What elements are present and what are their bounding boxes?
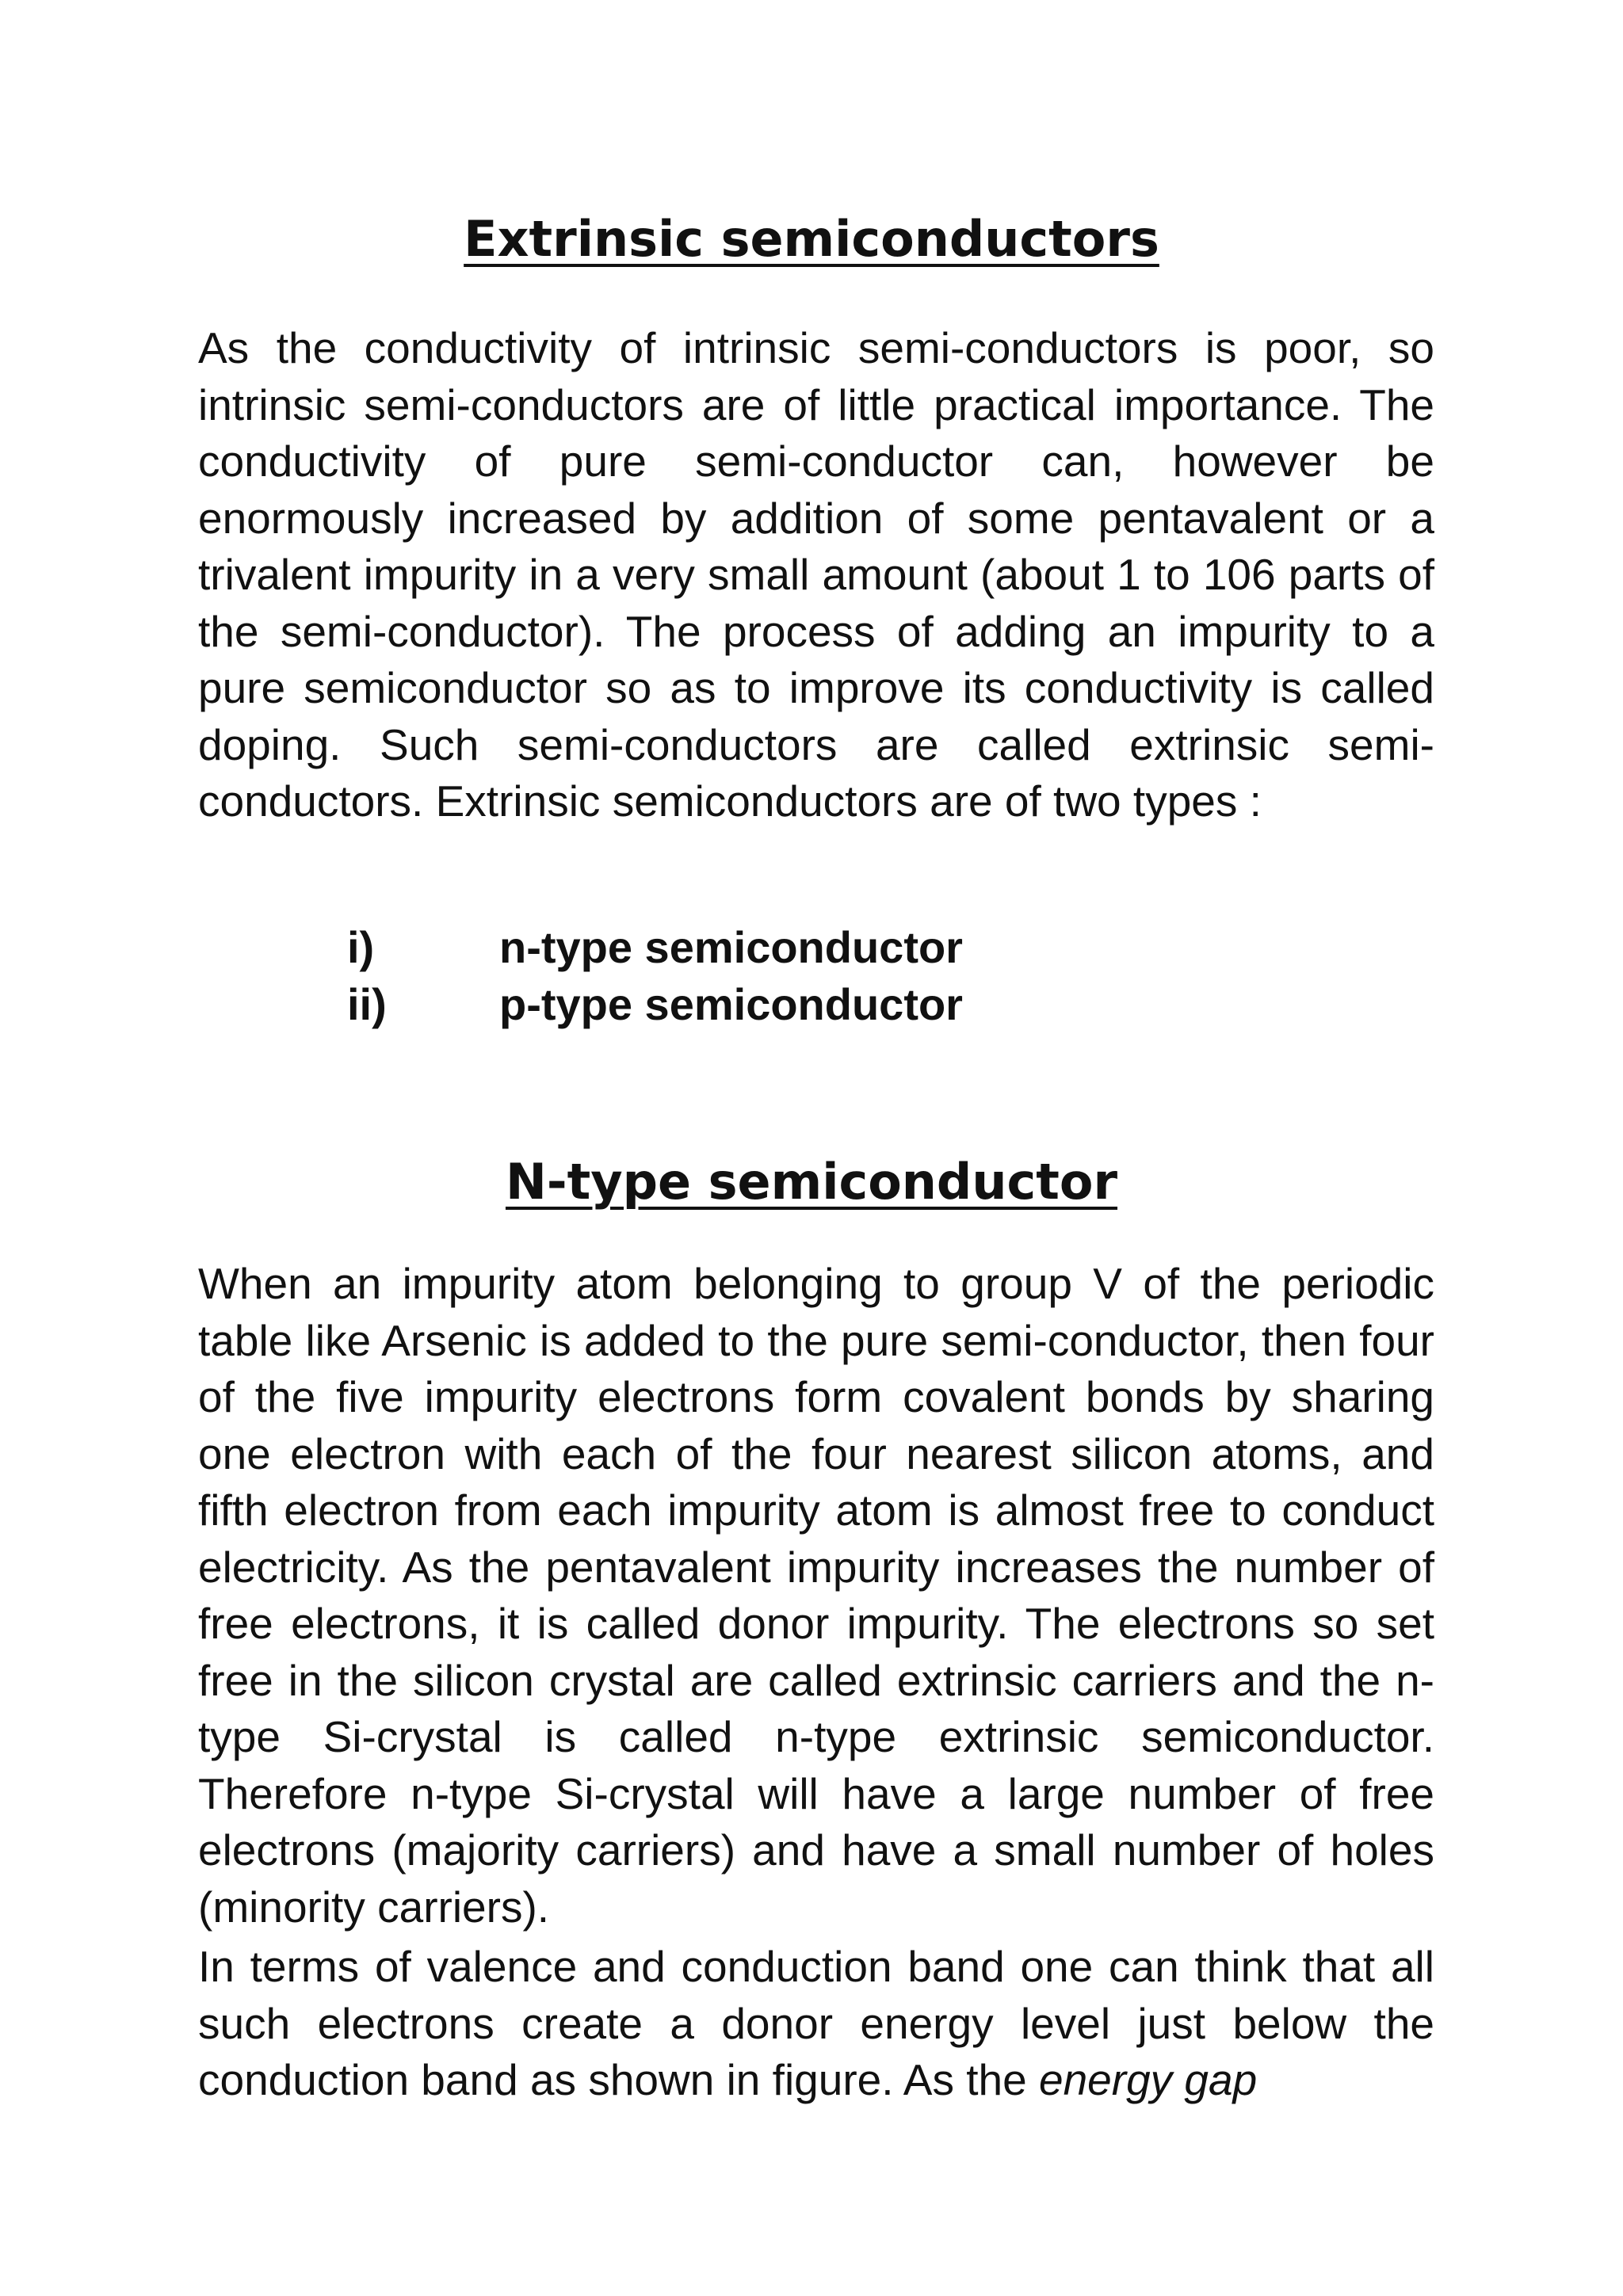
list-item-number: i) bbox=[347, 922, 375, 972]
band-paragraph bbox=[198, 1939, 1434, 2109]
band-paragraph-italic: energy gap bbox=[1038, 2055, 1258, 2104]
section-title-ntype bbox=[0, 1150, 1623, 1214]
list-item-text: n-type semiconductor bbox=[499, 922, 963, 972]
section-title-extrinsic bbox=[0, 208, 1623, 271]
section-title-text: Extrinsic semiconductors bbox=[464, 210, 1159, 268]
list-item-text: p-type semiconductor bbox=[499, 979, 963, 1029]
section-title-text: N-type semiconductor bbox=[505, 1153, 1118, 1211]
list-item-number: ii) bbox=[347, 979, 387, 1029]
list-item bbox=[347, 919, 963, 976]
ntype-paragraph: When an impurity atom belonging to group V of the periodic table like Arsenic is added to the pure semi-conductor, then four of the five impurity electrons form covalent bonds by sharing one electron with each of the four nearest silicon atoms, and fifth electron from each impurity atom is almost free to conduct electricity. As the pentavalent impurity increases the number of free electrons, it is called donor impurity. The electrons so set free in the silicon crystal are called extrinsic carriers and the n-type Si-crystal is called n-type extrinsic semiconductor. Therefore n-type Si-crystal will have a large number of free electrons (majority carriers) and have a small number of holes (minority carriers). bbox=[198, 1259, 1434, 1932]
intro-paragraph: As the conductivity of intrinsic semi-conductors is poor, so intrinsic semi-conductors are of little practical importance. The conductivity of pure semi-conductor can, however be enormously increased by addition of some pentavalent or a trivalent impurity in a very small amount (about 1 to 106 parts of the semi-conductor). The process of adding an impurity to a pure semiconductor so as to improve its conductivity is called doping. Such semi-conductors are called extrinsic semi-conductors. Extrinsic semiconductors are of two types : bbox=[198, 323, 1434, 826]
list-item bbox=[347, 976, 963, 1033]
band-paragraph-text: In terms of valence and conduction band one can think that all such electrons create a donor energy level just below the conduction band as shown in figure. As the bbox=[198, 1942, 1434, 2104]
types-list bbox=[347, 919, 963, 1033]
